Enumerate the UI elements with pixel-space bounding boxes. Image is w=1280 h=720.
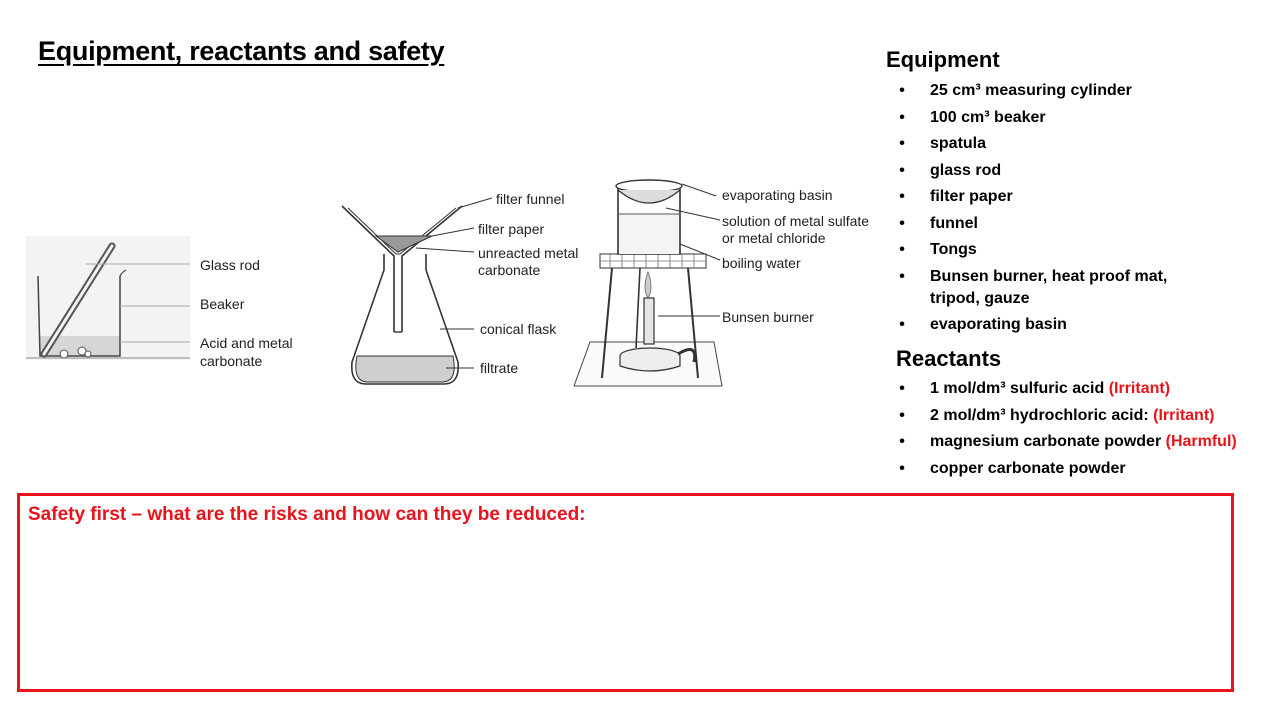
- bullet-icon: •: [899, 241, 905, 258]
- bullet-icon: •: [899, 433, 905, 450]
- evaporation-diagram: [570, 172, 882, 390]
- filter-funnel-label: filter funnel: [496, 191, 565, 207]
- equipment-heading: Equipment: [886, 47, 1000, 72]
- bullet-icon: •: [899, 161, 905, 179]
- hazard-label: (Harmful): [1165, 433, 1237, 450]
- list-item: • copper carbonate powder: [894, 458, 1280, 480]
- page-title: Equipment, reactants and safety: [38, 36, 445, 66]
- equipment-list: [894, 80, 1274, 341]
- safety-box[interactable]: [17, 493, 1234, 692]
- beaker-label: Beaker: [200, 296, 245, 312]
- bullet-icon: •: [899, 214, 905, 232]
- solution-label-line2: or metal chloride: [722, 230, 826, 246]
- reactants-heading: Reactants: [896, 346, 1002, 371]
- bullet-icon: •: [899, 380, 905, 397]
- acid-carbonate-label-line1: Acid and metal: [200, 335, 293, 351]
- hazard-label: (Irritant): [1153, 406, 1215, 424]
- bullet-icon: •: [899, 82, 905, 99]
- list-item: • spatula: [894, 133, 1274, 155]
- bullet-icon: •: [899, 316, 905, 333]
- acid-carbonate-label-line2: carbonate: [200, 353, 263, 369]
- list-item: • 100 cm³ beaker: [894, 107, 1274, 129]
- filtrate-label: filtrate: [480, 360, 519, 376]
- solution-label-line1: solution of metal sulfate: [722, 213, 870, 229]
- glass-rod-label: Glass rod: [200, 257, 260, 273]
- list-item: • 25 cm³ measuring cylinder: [894, 80, 1274, 102]
- bunsen-burner-label: Bunsen burner: [722, 309, 814, 325]
- bullet-icon: •: [899, 459, 905, 477]
- list-item: • glass rod: [894, 160, 1274, 182]
- hazard-label: (Irritant): [1108, 380, 1171, 397]
- bullet-icon: •: [899, 108, 905, 126]
- filtration-diagram: [336, 184, 596, 394]
- bullet-icon: •: [899, 267, 905, 285]
- safety-title: Safety first – what are the risks and how can they be reduced:: [28, 504, 586, 525]
- conical-flask-label: conical flask: [480, 321, 557, 337]
- list-item: • filter paper: [894, 186, 1274, 208]
- bullet-icon: •: [899, 406, 905, 424]
- evaporating-basin-label: evaporating basin: [722, 187, 833, 203]
- reactants-list: [894, 378, 1280, 484]
- list-item: • 1 mol/dm³ sulfuric acid (Irritant): [894, 378, 1280, 400]
- boiling-water-label: boiling water: [722, 255, 801, 271]
- bullet-icon: •: [899, 188, 905, 205]
- list-item: • 2 mol/dm³ hydrochloric acid: (Irritant): [894, 405, 1280, 427]
- unreacted-carbonate-label-line1: unreacted metal: [478, 245, 579, 261]
- unreacted-carbonate-label-line2: carbonate: [478, 262, 541, 278]
- filter-paper-label: filter paper: [478, 221, 545, 237]
- list-item: • funnel: [894, 213, 1274, 235]
- beaker-diagram: [26, 236, 326, 376]
- bullet-icon: •: [899, 135, 905, 152]
- list-item: • evaporating basin: [894, 314, 1274, 336]
- list-item: • Tongs: [894, 239, 1274, 261]
- list-item: • Bunsen burner, heat proof mat, tripod, gauze: [894, 266, 1274, 310]
- list-item: • magnesium carbonate powder (Harmful): [894, 431, 1280, 453]
